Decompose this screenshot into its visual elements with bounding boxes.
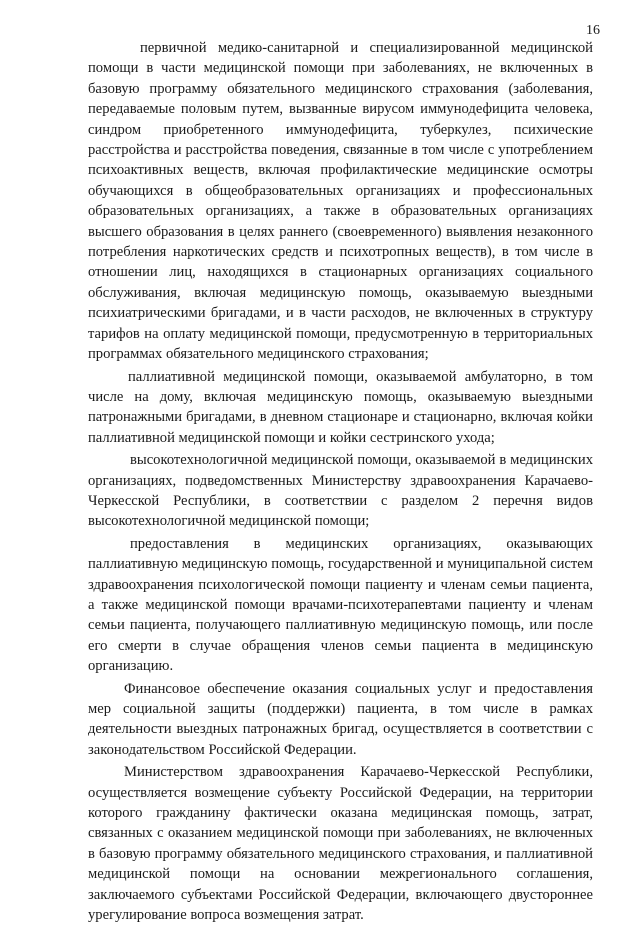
document-body <box>88 38 593 927</box>
paragraph-psychological-help: предоставления в медицинских организациях, оказывающих паллиативную медицинскую помощь, государственной и муниципальной систем здравоохранения психологической помощи пациенту и членам семьи пациента, а также медицинской помощи врачами-психотерапевтами пациенту и членам семьи пациента, получающего паллиативную медицинскую помощь, или после его смерти в случае обращения членов семьи пациента в медицинскую организацию. <box>88 535 593 675</box>
page-number: 16 <box>586 23 600 38</box>
paragraph-cost-reimbursement: Министерством здравоохранения Карачаево-Черкесской Республики, осуществляется возмещение субъекту Российской Федерации, на территории которого гражданину фактически оказана медицинская помощь, затрат, связанных с оказанием медицинской помощи при заболеваниях, не включенных в базовую программу обязательного медицинского страхования, и паллиативной медицинской помощи на основании межрегионального соглашения, заключаемого субъектами Российской Федерации, включающего двустороннее урегулирование вопроса возмещения затрат. <box>88 764 593 924</box>
paragraph-high-tech-care: высокотехнологичной медицинской помощи, оказываемой в медицинских организациях, подведомственных Министерству здравоохранения Карачаево-Черкесской Республики, в соответствии с разделом 2 перечня видов высокотехнологичной медицинской помощи; <box>88 452 593 530</box>
paragraph-social-services-funding: Финансовое обеспечение оказания социальных услуг и предоставления мер социальной защиты (поддержки) пациента, в том числе в рамках деятельности выездных патронажных бригад, осуществляется в соответствии с законодательством Российской Федерации. <box>88 680 593 758</box>
paragraph-palliative-care: паллиативной медицинской помощи, оказываемой амбулаторно, в том числе на дому, включая медицинскую помощь, оказываемую выездными патронажными бригадами, в дневном стационаре и стационарно, включая койки паллиативной медицинской помощи и койки сестринского ухода; <box>88 368 593 446</box>
paragraph-primary-care: первичной медико-санитарной и специализированной медицинской помощи в части медицинской помощи при заболеваниях, не включенных в базовую программу обязательного медицинского страхования (заболевания, передаваемые половым путем, вызванные вирусом иммунодефицита человека, синдром приобретенного иммунодефицита, туберкулез, психические расстройства и расстройства поведения, связанные в том числе с употреблением психоактивных веществ, включая профилактические медицинские осмотры обучающихся в общеобразовательных организациях и профессиональных образовательных организациях, а также в образовательных организациях высшего образования в целях раннего (своевременного) выявления незаконного потребления наркотических средств и психотропных веществ), в том числе в отношении лиц, находящихся в стационарных организациях социального обслуживания, включая медицинскую помощь, оказываемую выездными психиатрическими бригадами, и в части расходов, не включенных в структуру тарифов на оплату медицинской помощи, предусмотренную в территориальных программах обязательного медицинского страхования; <box>88 40 593 363</box>
